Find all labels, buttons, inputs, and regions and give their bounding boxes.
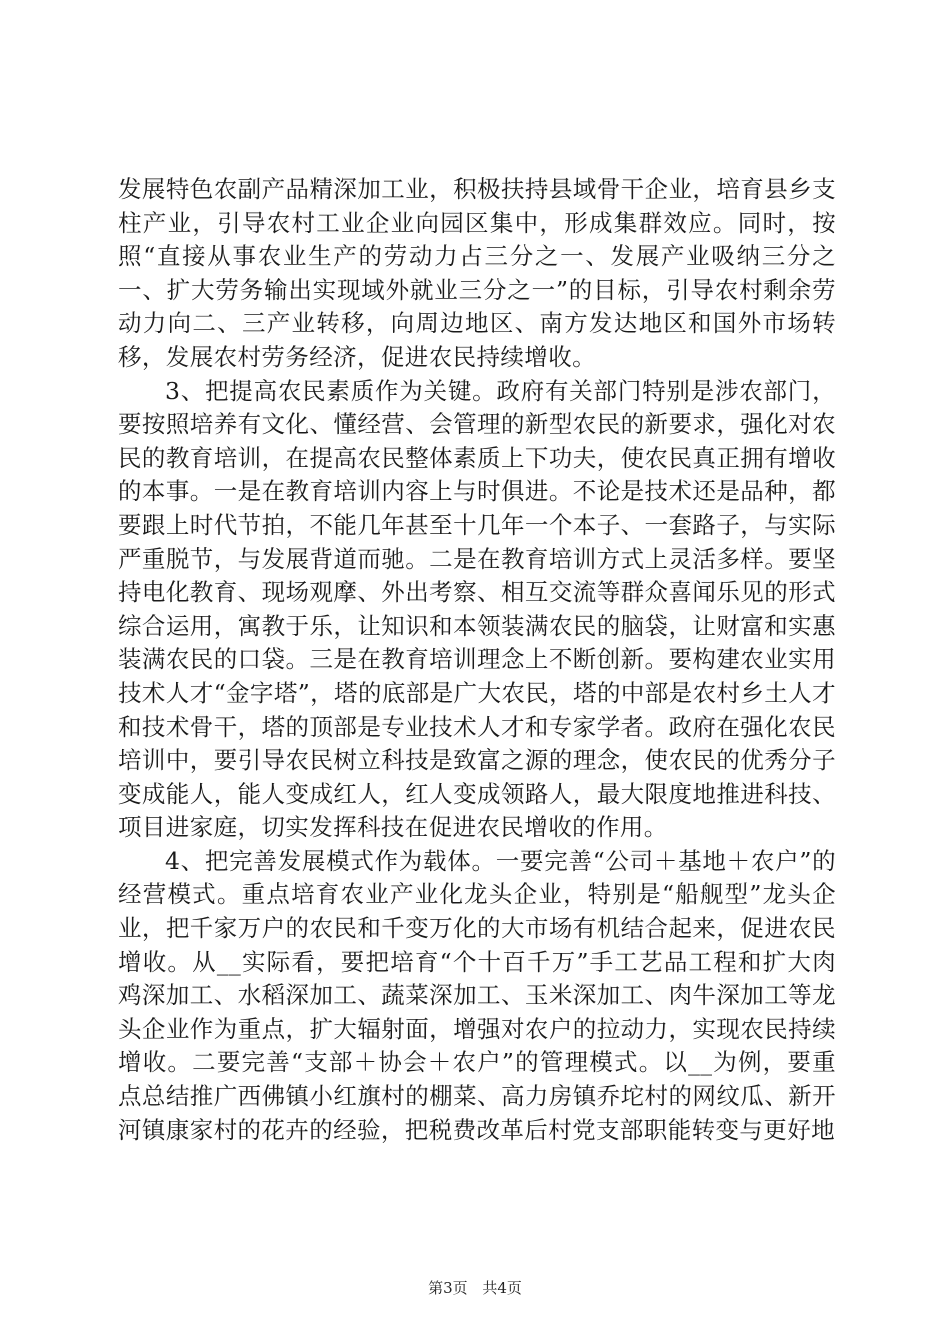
paragraph-continued: 发展特色农副产品精深加工业，积极扶持县域骨干企业，培育县乡支柱产业，引导农村工业企业向园区集中，形成集群效应。同时，按照“直接从事农业生产的劳动力占三分之一、发展产业吸纳三分之一、扩大劳务输出实现域外就业三分之一”的目标，引导农村剩余劳动力向二、三产业转移，向周边地区、南方发达地区和国外市场转移，发展农村劳务经济，促进农民持续增收。 [118,175,836,371]
page-number: 第3页 [428,1279,468,1297]
page-total: 共4页 [482,1279,522,1297]
paragraph-farmer-quality: 3、把提高农民素质作为关键。政府有关部门特别是涉农部门，要按照培养有文化、懂经营、会管理的新型农民的新要求，强化对农民的教育培训，在提高农民整体素质上下功夫，使农民真正拥有增收的本事。一是在教育培训内容上与时俱进。不论是技术还是品种，都要跟上时代节拍，不能几年甚至十几年一个本子、一套路子，与实际严重脱节，与发展背道而驰。二是在教育培训方式上灵活多样。要坚持电化教育、现场观摩、外出考察、相互交流等群众喜闻乐见的形式综合运用，寓教于乐，让知识和本领装满农民的脑袋，让财富和实惠装满农民的口袋。三是在教育培训理念上不断创新。要构建农业实用技术人才“金字塔”，塔的底部是广大农民，塔的中部是农村乡土人才和技术骨干，塔的顶部是专业技术人才和专家学者。政府在强化农民培训中，要引导农民树立科技是致富之源的理念，使农民的优秀分子变成能人，能人变成红人，红人变成领路人，最大限度地推进科技、项目进家庭，切实发挥科技在促进农民增收的作用。 [118,376,836,842]
paragraph-development-model: 4、把完善发展模式作为载体。一要完善“公司＋基地＋农户”的经营模式。重点培育农业产业化龙头企业，特别是“船舰型”龙头企业，把千家万户的农民和千变万化的大市场有机结合起来，促进农民增收。从__实际看，要把培育“个十百千万”手工艺品工程和扩大肉鸡深加工、水稻深加工、蔬菜深加工、玉米深加工、肉牛深加工等龙头企业作为重点，扩大辐射面，增强对农户的拉动力，实现农民持续增收。二要完善“支部＋协会＋农户”的管理模式。以__为例，要重点总结推广西佛镇小红旗村的棚菜、高力房镇乔坨村的网纹瓜、新开河镇康家村的花卉的经验，把税费改革后村党支部职能转变与更好地 [118,846,836,1144]
document-body [118,173,836,1147]
page-footer [0,1278,950,1298]
